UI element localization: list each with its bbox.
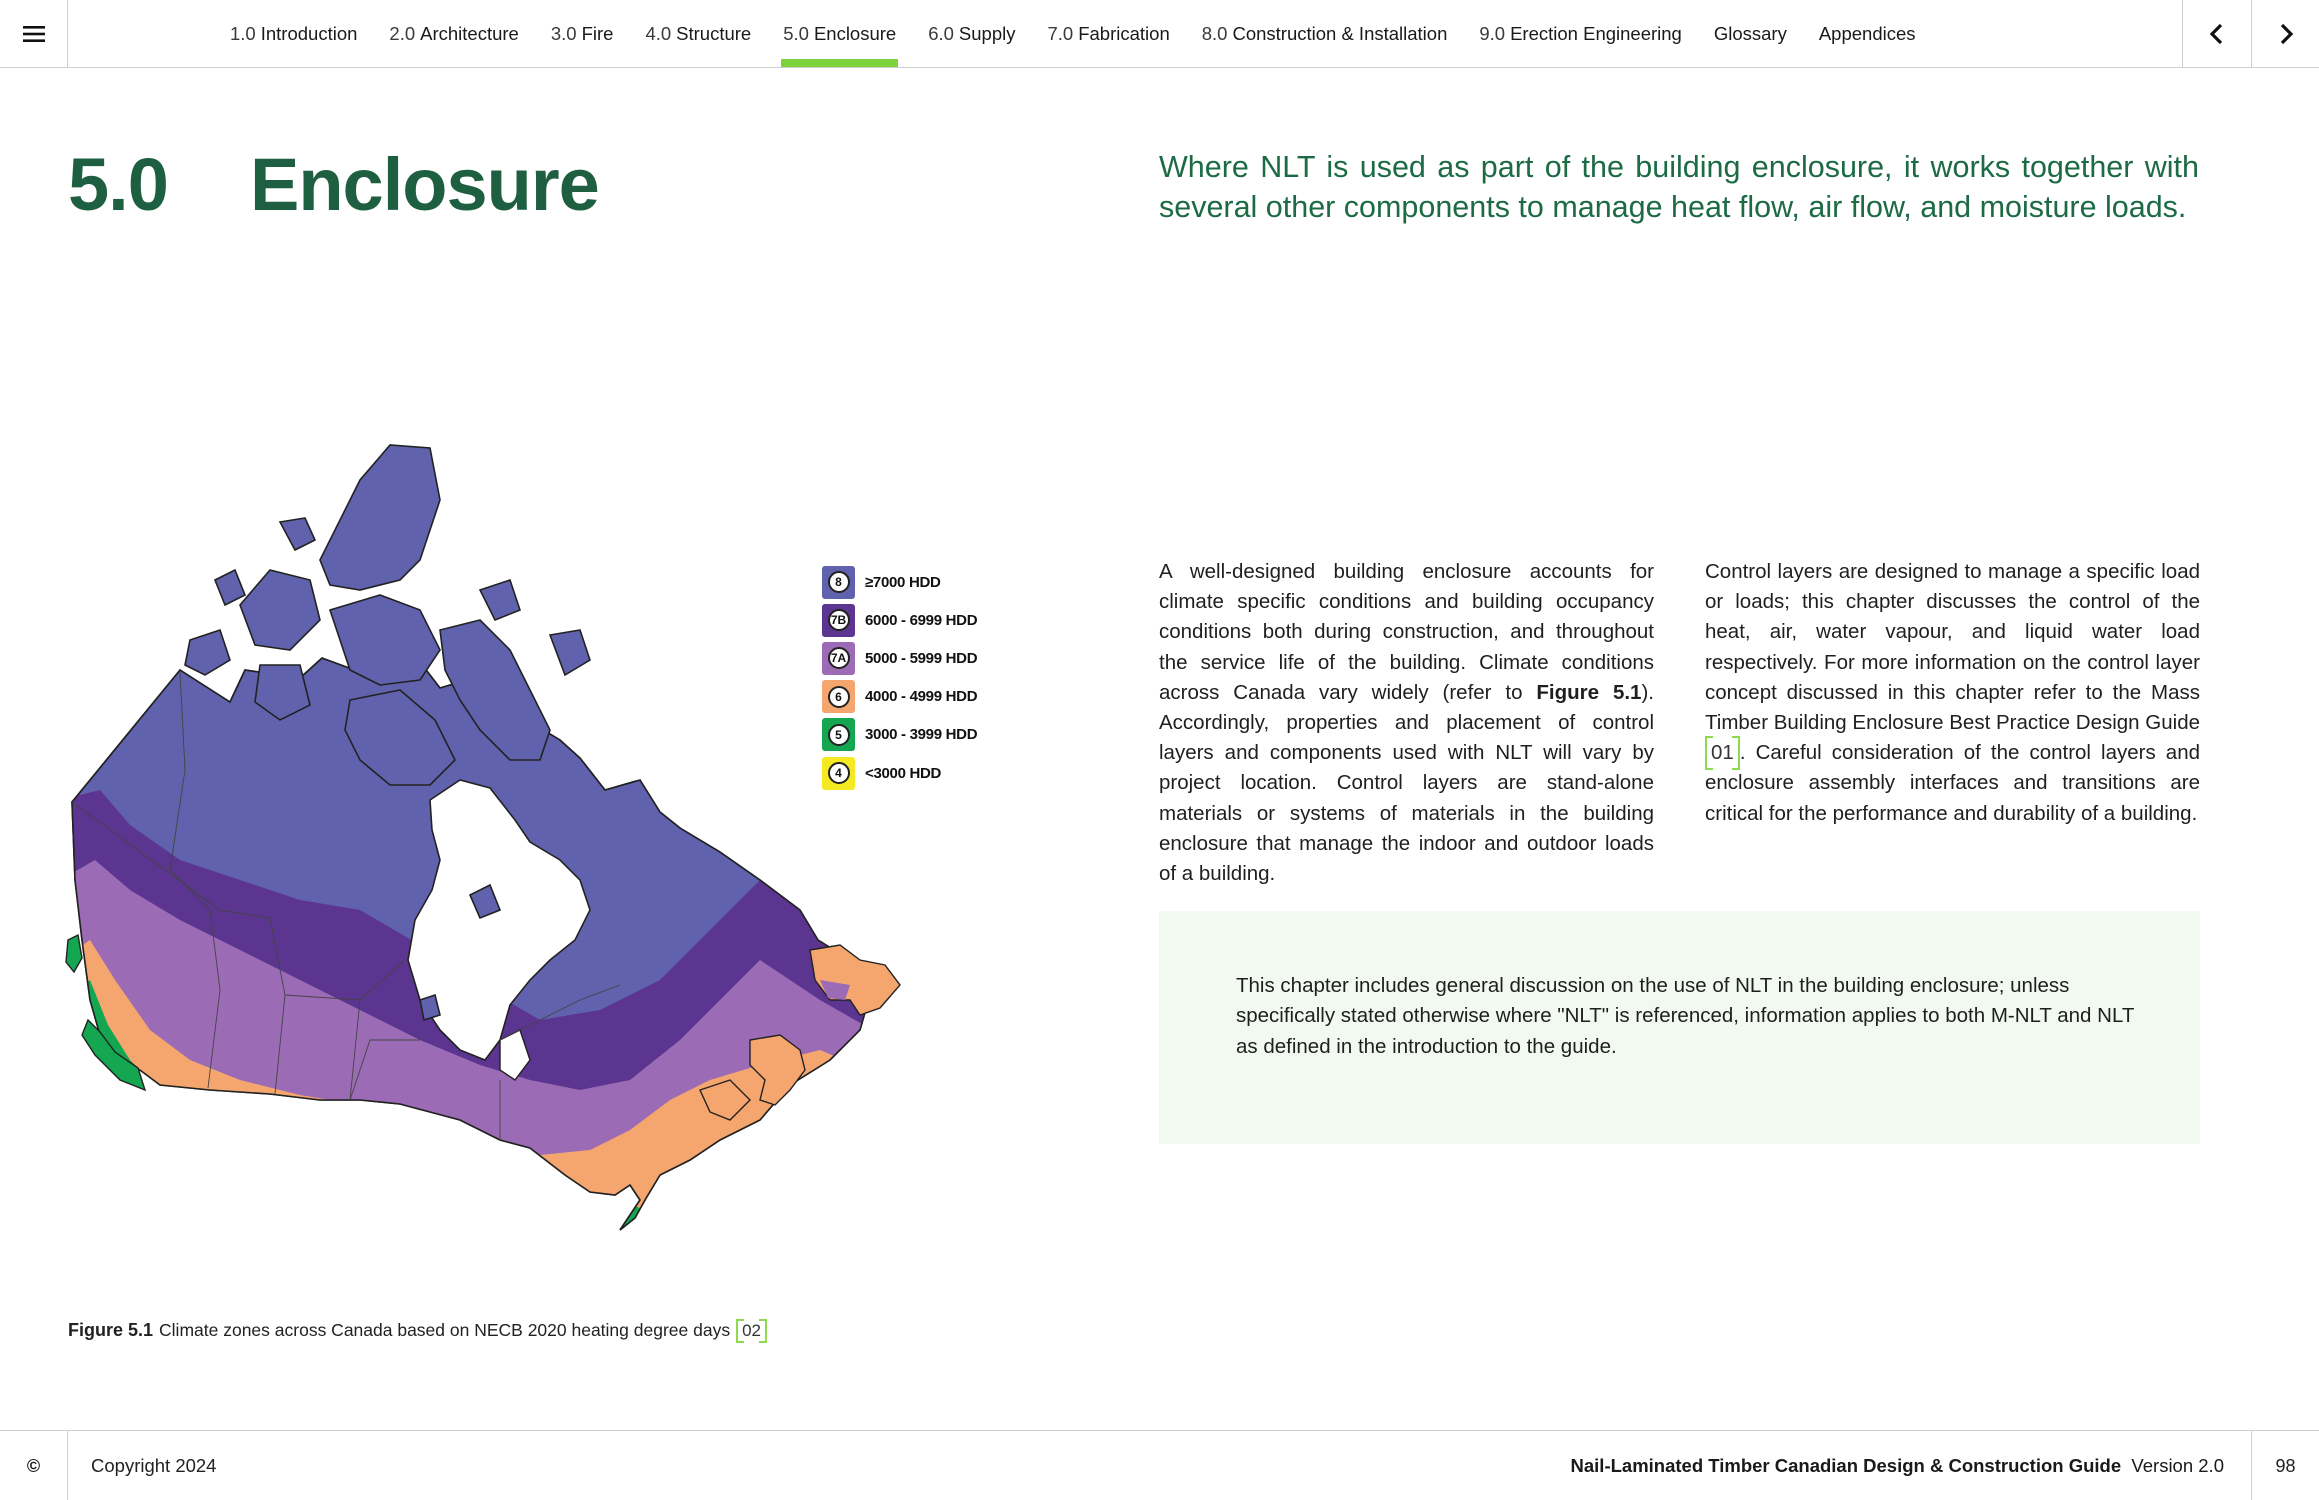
body-text: . Careful consideration of the control layers and enclosure assembly interfaces and transitions are critical for the performance and durability of a building.: [1705, 741, 2200, 825]
lead-paragraph: Where NLT is used as part of the building enclosure, it works together with several other components to manage heat flow, air flow, and moisture loads.: [1159, 150, 2199, 224]
tab-number: 4.0: [645, 22, 672, 44]
map-legend: [822, 563, 977, 792]
body-text: ). Accordingly, properties and placement of control layers and components used with NLT will vary by project location. Control layers are stand-alone materials or systems of materials in the building enclosure that manage the indoor and outdoor loads of a building.: [1159, 680, 1654, 886]
chevron-right-icon[interactable]: [2251, 0, 2319, 67]
legend-swatch: [822, 757, 855, 790]
page-number: 98: [2251, 1431, 2319, 1500]
tab-erection-engineering[interactable]: [1463, 0, 1697, 67]
tab-label: Supply: [958, 22, 1016, 44]
top-navigation: [0, 0, 2319, 68]
legend-label: 3000 - 3999 HDD: [865, 726, 978, 744]
legend-swatch: [822, 680, 855, 713]
tab-introduction[interactable]: [214, 0, 373, 67]
document-title-text: Nail-Laminated Timber Canadian Design & Construction Guide: [1570, 1455, 2122, 1476]
tab-label: Enclosure: [813, 22, 897, 44]
tab-glossary[interactable]: [1698, 0, 1803, 67]
document-title: [1571, 1455, 2224, 1477]
legend-item: [822, 563, 977, 601]
reference-link[interactable]: 02: [736, 1321, 767, 1341]
legend-swatch: [822, 642, 855, 675]
copyright-icon: ©: [0, 1431, 68, 1500]
zone-number: 8: [828, 571, 850, 593]
copyright-text: Copyright 2024: [91, 1455, 217, 1476]
legend-item: [822, 716, 977, 754]
zone-number: 7B: [828, 609, 850, 631]
canada-climate-zone-map: [60, 440, 990, 1240]
tab-supply[interactable]: [912, 0, 1031, 67]
tab-label: Architecture: [420, 22, 519, 44]
zone-number: 7A: [828, 647, 850, 669]
reference-link[interactable]: 01: [1705, 738, 1740, 768]
tab-number: 9.0: [1479, 22, 1506, 44]
tab-label: Construction & Installation: [1232, 22, 1448, 44]
body-text: A well-designed building enclosure accounts for climate specific conditions and building occupancy conditions both during construction, and throughout the service life of the building. Climate conditions across Canada vary widely (refer to: [1159, 560, 1654, 704]
legend-swatch: [822, 718, 855, 751]
chapter-number: 5.0: [68, 143, 168, 226]
tab-label: Fabrication: [1078, 22, 1170, 44]
body-column-2: [1705, 557, 2200, 829]
callout-box: [1159, 911, 2200, 1144]
tab-label: Glossary: [1713, 22, 1787, 44]
tab-enclosure[interactable]: [767, 0, 912, 67]
tab-fabrication[interactable]: [1032, 0, 1186, 67]
tab-construction-installation[interactable]: [1186, 0, 1464, 67]
body-column-1: [1159, 557, 1654, 889]
figure-caption: [68, 1320, 767, 1341]
figure-caption-text: Climate zones across Canada based on NECB 2020 heating degree days: [159, 1320, 731, 1340]
legend-swatch: [822, 566, 855, 599]
hamburger-menu-icon[interactable]: [0, 0, 68, 67]
tab-structure[interactable]: [629, 0, 767, 67]
figure-reference-link[interactable]: Figure 5.1: [1536, 680, 1642, 704]
chapter-tabs: [214, 0, 1932, 67]
zone-number: 5: [828, 724, 850, 746]
tab-label: Structure: [676, 22, 752, 44]
tab-number: 6.0: [928, 22, 954, 44]
tab-label: Introduction: [260, 22, 358, 44]
tab-appendices[interactable]: [1803, 0, 1932, 67]
footer: [0, 1430, 2319, 1500]
chevron-left-icon[interactable]: [2182, 0, 2250, 67]
tab-number: 1.0: [230, 22, 256, 44]
legend-item: [822, 639, 977, 677]
tab-number: 2.0: [389, 22, 416, 44]
tab-label: Appendices: [1818, 22, 1916, 44]
tab-number: 7.0: [1047, 22, 1074, 44]
zone-number: 6: [828, 686, 850, 708]
body-text: Control layers are designed to manage a specific load or loads; this chapter discusses the control of the heat, air, water vapour, and liquid water load respectively. For more information on the control layer concept discussed in this chapter refer to the Mass Timber Building Enclosure Best Practice Design Guide: [1705, 560, 2200, 735]
tab-fire[interactable]: [535, 0, 630, 67]
tab-number: 5.0: [783, 22, 809, 44]
legend-swatch: [822, 604, 855, 637]
figure-label: Figure 5.1: [68, 1320, 154, 1340]
legend-item: [822, 754, 977, 792]
zone-number: 4: [828, 762, 850, 784]
legend-label: 4000 - 4999 HDD: [865, 688, 978, 706]
legend-item: [822, 601, 977, 639]
tab-number: 8.0: [1201, 22, 1228, 44]
legend-label: 5000 - 5999 HDD: [865, 649, 978, 667]
callout-text: This chapter includes general discussion on the use of NLT in the building enclosure; unless specifically stated otherwise where "NLT" is referenced, information applies to both M-NLT and NLT as defined in the introduction to the guide.: [1236, 974, 2134, 1058]
tab-label: Fire: [581, 22, 614, 44]
version-text: Version 2.0: [2131, 1455, 2224, 1476]
legend-label: 6000 - 6999 HDD: [865, 611, 978, 629]
tab-number: 3.0: [550, 22, 577, 44]
tab-architecture[interactable]: [373, 0, 534, 67]
tab-label: Erection Engineering: [1510, 22, 1682, 44]
legend-item: [822, 678, 977, 716]
legend-label: ≥7000 HDD: [865, 573, 941, 591]
legend-label: <3000 HDD: [865, 764, 942, 782]
page-title: Enclosure: [250, 143, 599, 226]
